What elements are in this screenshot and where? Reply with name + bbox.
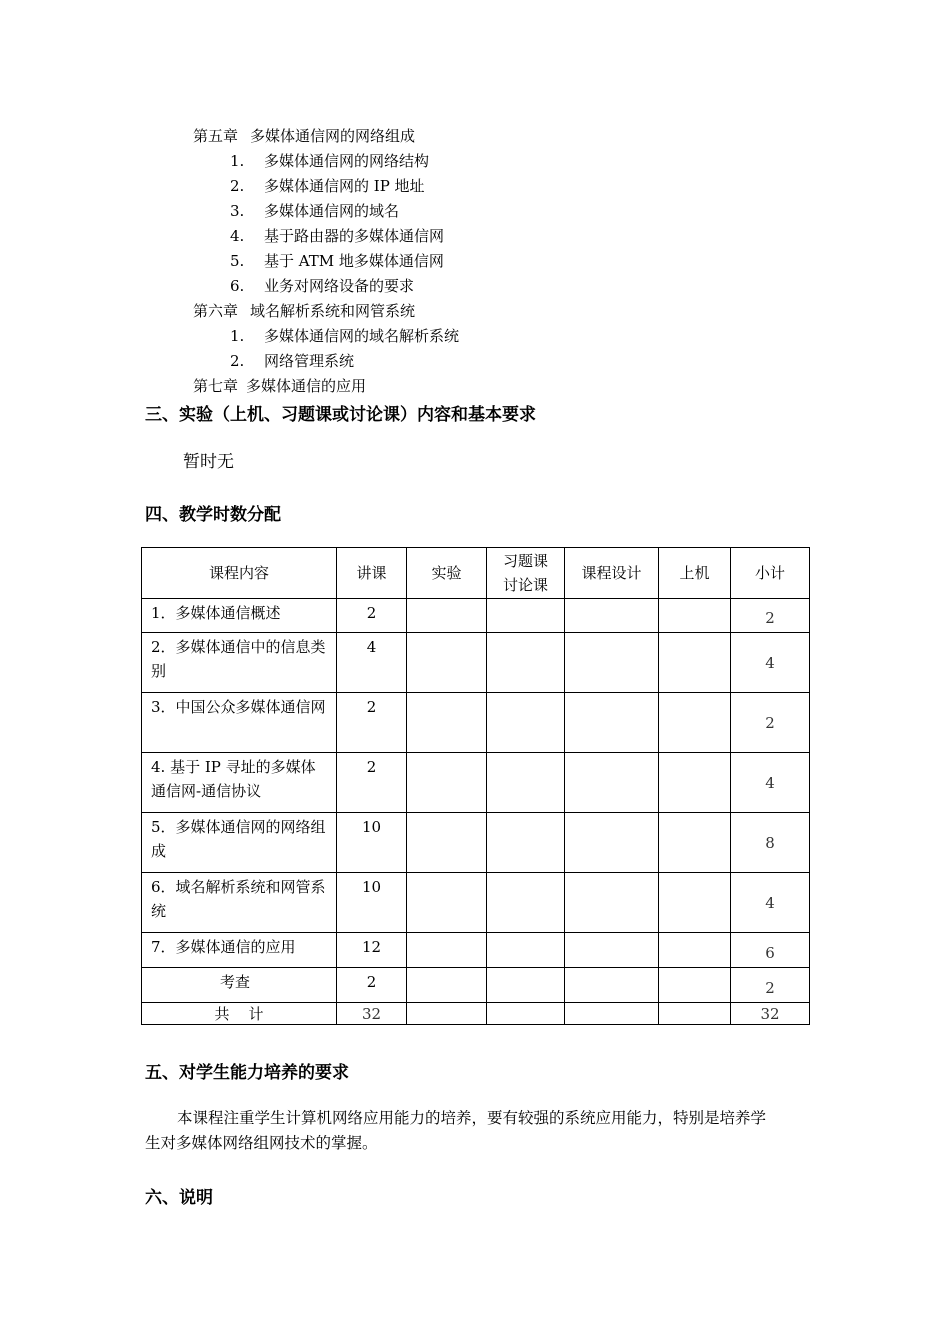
row-subtotal: 6	[731, 933, 810, 968]
row-design	[565, 753, 659, 813]
row-lecture: 12	[337, 933, 407, 968]
header-exercise-line1: 习题课	[502, 552, 548, 570]
row-content: 1．多媒体通信概述	[142, 599, 337, 633]
outline-item-number: 6.	[230, 277, 245, 295]
row-design	[565, 633, 659, 693]
row-lab	[407, 753, 487, 813]
chapter-6-heading	[193, 301, 415, 321]
chapter-title: 域名解析系统和网管系统	[250, 302, 416, 320]
outline-item-text: 多媒体通信网的 IP 地址	[264, 177, 425, 195]
row-exercise	[487, 599, 565, 633]
header-exercise-line2: 讨论课	[502, 576, 548, 594]
row-subtotal: 4	[731, 873, 810, 933]
row-exercise	[487, 633, 565, 693]
outline-item-text: 基于 ATM 地多媒体通信网	[264, 252, 444, 270]
row-content: 7．多媒体通信的应用	[142, 933, 337, 968]
row-computer	[659, 599, 731, 633]
outline-item-text: 基于路由器的多媒体通信网	[264, 227, 445, 245]
header-lab: 实验	[407, 548, 487, 599]
row-lecture: 4	[337, 633, 407, 693]
section-6-heading: 六、说明	[145, 1188, 213, 1208]
outline-item-number: 1.	[230, 327, 245, 345]
outline-item-text: 多媒体通信网的网络结构	[264, 152, 430, 170]
row-computer	[659, 873, 731, 933]
section-5-body-line1: 本课程注重学生计算机网络应用能力的培养，要有较强的系统应用能力，特别是培养学	[177, 1109, 767, 1127]
outline-item	[230, 176, 425, 196]
exam-label: 考查	[142, 968, 337, 1003]
row-design	[565, 873, 659, 933]
table-row-exam	[142, 968, 810, 1003]
row-content: 5．多媒体通信网的网络组成	[142, 813, 337, 873]
row-exercise	[487, 753, 565, 813]
row-lab	[407, 813, 487, 873]
outline-item	[230, 151, 429, 171]
section-5-body-line2: 生对多媒体网络组网技术的掌握。	[145, 1134, 378, 1152]
row-lab	[407, 633, 487, 693]
total-lab	[407, 1003, 487, 1025]
header-design: 课程设计	[565, 548, 659, 599]
section-5-heading: 五、对学生能力培养的要求	[145, 1063, 349, 1083]
table-row	[142, 633, 810, 693]
teaching-hours-table	[141, 547, 810, 1025]
outline-item-text: 业务对网络设备的要求	[264, 277, 415, 295]
outline-item-number: 4.	[230, 227, 245, 245]
exam-computer	[659, 968, 731, 1003]
row-exercise	[487, 933, 565, 968]
row-computer	[659, 753, 731, 813]
outline-item	[230, 276, 414, 296]
row-content: 3．中国公众多媒体通信网	[142, 693, 337, 753]
header-lecture: 讲课	[337, 548, 407, 599]
exam-lecture: 2	[337, 968, 407, 1003]
table-row-total	[142, 1003, 810, 1025]
total-subtotal: 32	[731, 1003, 810, 1025]
table-row	[142, 753, 810, 813]
outline-item	[230, 201, 399, 221]
total-exercise	[487, 1003, 565, 1025]
exam-exercise	[487, 968, 565, 1003]
row-lab	[407, 693, 487, 753]
outline-item	[230, 326, 459, 346]
total-lecture: 32	[337, 1003, 407, 1025]
row-computer	[659, 633, 731, 693]
header-exercise	[487, 548, 565, 599]
table-row	[142, 933, 810, 968]
header-computer: 上机	[659, 548, 731, 599]
total-label: 共 计	[142, 1003, 337, 1025]
row-content: 2．多媒体通信中的信息类别	[142, 633, 337, 693]
header-content: 课程内容	[142, 548, 337, 599]
row-exercise	[487, 813, 565, 873]
row-exercise	[487, 693, 565, 753]
table-row	[142, 813, 810, 873]
row-content: 6．域名解析系统和网管系统	[142, 873, 337, 933]
row-lab	[407, 933, 487, 968]
row-computer	[659, 693, 731, 753]
table-row	[142, 693, 810, 753]
row-subtotal: 4	[731, 753, 810, 813]
exam-lab	[407, 968, 487, 1003]
section-4-heading: 四、教学时数分配	[145, 505, 281, 525]
outline-item	[230, 226, 444, 246]
row-computer	[659, 813, 731, 873]
outline-item-number: 1.	[230, 152, 245, 170]
chapter-title: 多媒体通信网的网络组成	[250, 127, 416, 145]
chapter-5-heading	[193, 126, 415, 146]
row-design	[565, 933, 659, 968]
header-subtotal: 小计	[731, 548, 810, 599]
chapter-label: 第五章	[193, 127, 239, 145]
chapter-label: 第六章	[193, 302, 239, 320]
row-lab	[407, 599, 487, 633]
row-lecture: 2	[337, 599, 407, 633]
row-design	[565, 599, 659, 633]
row-subtotal: 2	[731, 693, 810, 753]
outline-item-number: 2.	[230, 177, 245, 195]
outline-item	[230, 251, 444, 271]
row-subtotal: 8	[731, 813, 810, 873]
row-design	[565, 813, 659, 873]
section-3-heading: 三、实验（上机、习题课或讨论课）内容和基本要求	[145, 405, 536, 425]
row-lecture: 10	[337, 873, 407, 933]
chapter-label: 第七章	[193, 377, 239, 395]
outline-item	[230, 351, 354, 371]
outline-item-text: 多媒体通信网的域名解析系统	[264, 327, 460, 345]
row-subtotal: 4	[731, 633, 810, 693]
outline-item-number: 5.	[230, 252, 245, 270]
chapter-7-heading	[193, 376, 366, 396]
table-row	[142, 873, 810, 933]
outline-item-number: 2.	[230, 352, 245, 370]
row-lecture: 2	[337, 693, 407, 753]
total-computer	[659, 1003, 731, 1025]
outline-item-text: 网络管理系统	[264, 352, 355, 370]
outline-item-text: 多媒体通信网的域名	[264, 202, 400, 220]
row-computer	[659, 933, 731, 968]
table-row	[142, 599, 810, 633]
table-header-row	[142, 548, 810, 599]
section-3-body: 暂时无	[183, 452, 234, 472]
row-lab	[407, 873, 487, 933]
row-content: 4. 基于 IP 寻址的多媒体通信网-通信协议	[142, 753, 337, 813]
row-lecture: 2	[337, 753, 407, 813]
exam-subtotal: 2	[731, 968, 810, 1003]
outline-item-number: 3.	[230, 202, 245, 220]
total-design	[565, 1003, 659, 1025]
exam-design	[565, 968, 659, 1003]
row-exercise	[487, 873, 565, 933]
chapter-title: 多媒体通信的应用	[246, 377, 367, 395]
row-lecture: 10	[337, 813, 407, 873]
row-design	[565, 693, 659, 753]
row-subtotal: 2	[731, 599, 810, 633]
